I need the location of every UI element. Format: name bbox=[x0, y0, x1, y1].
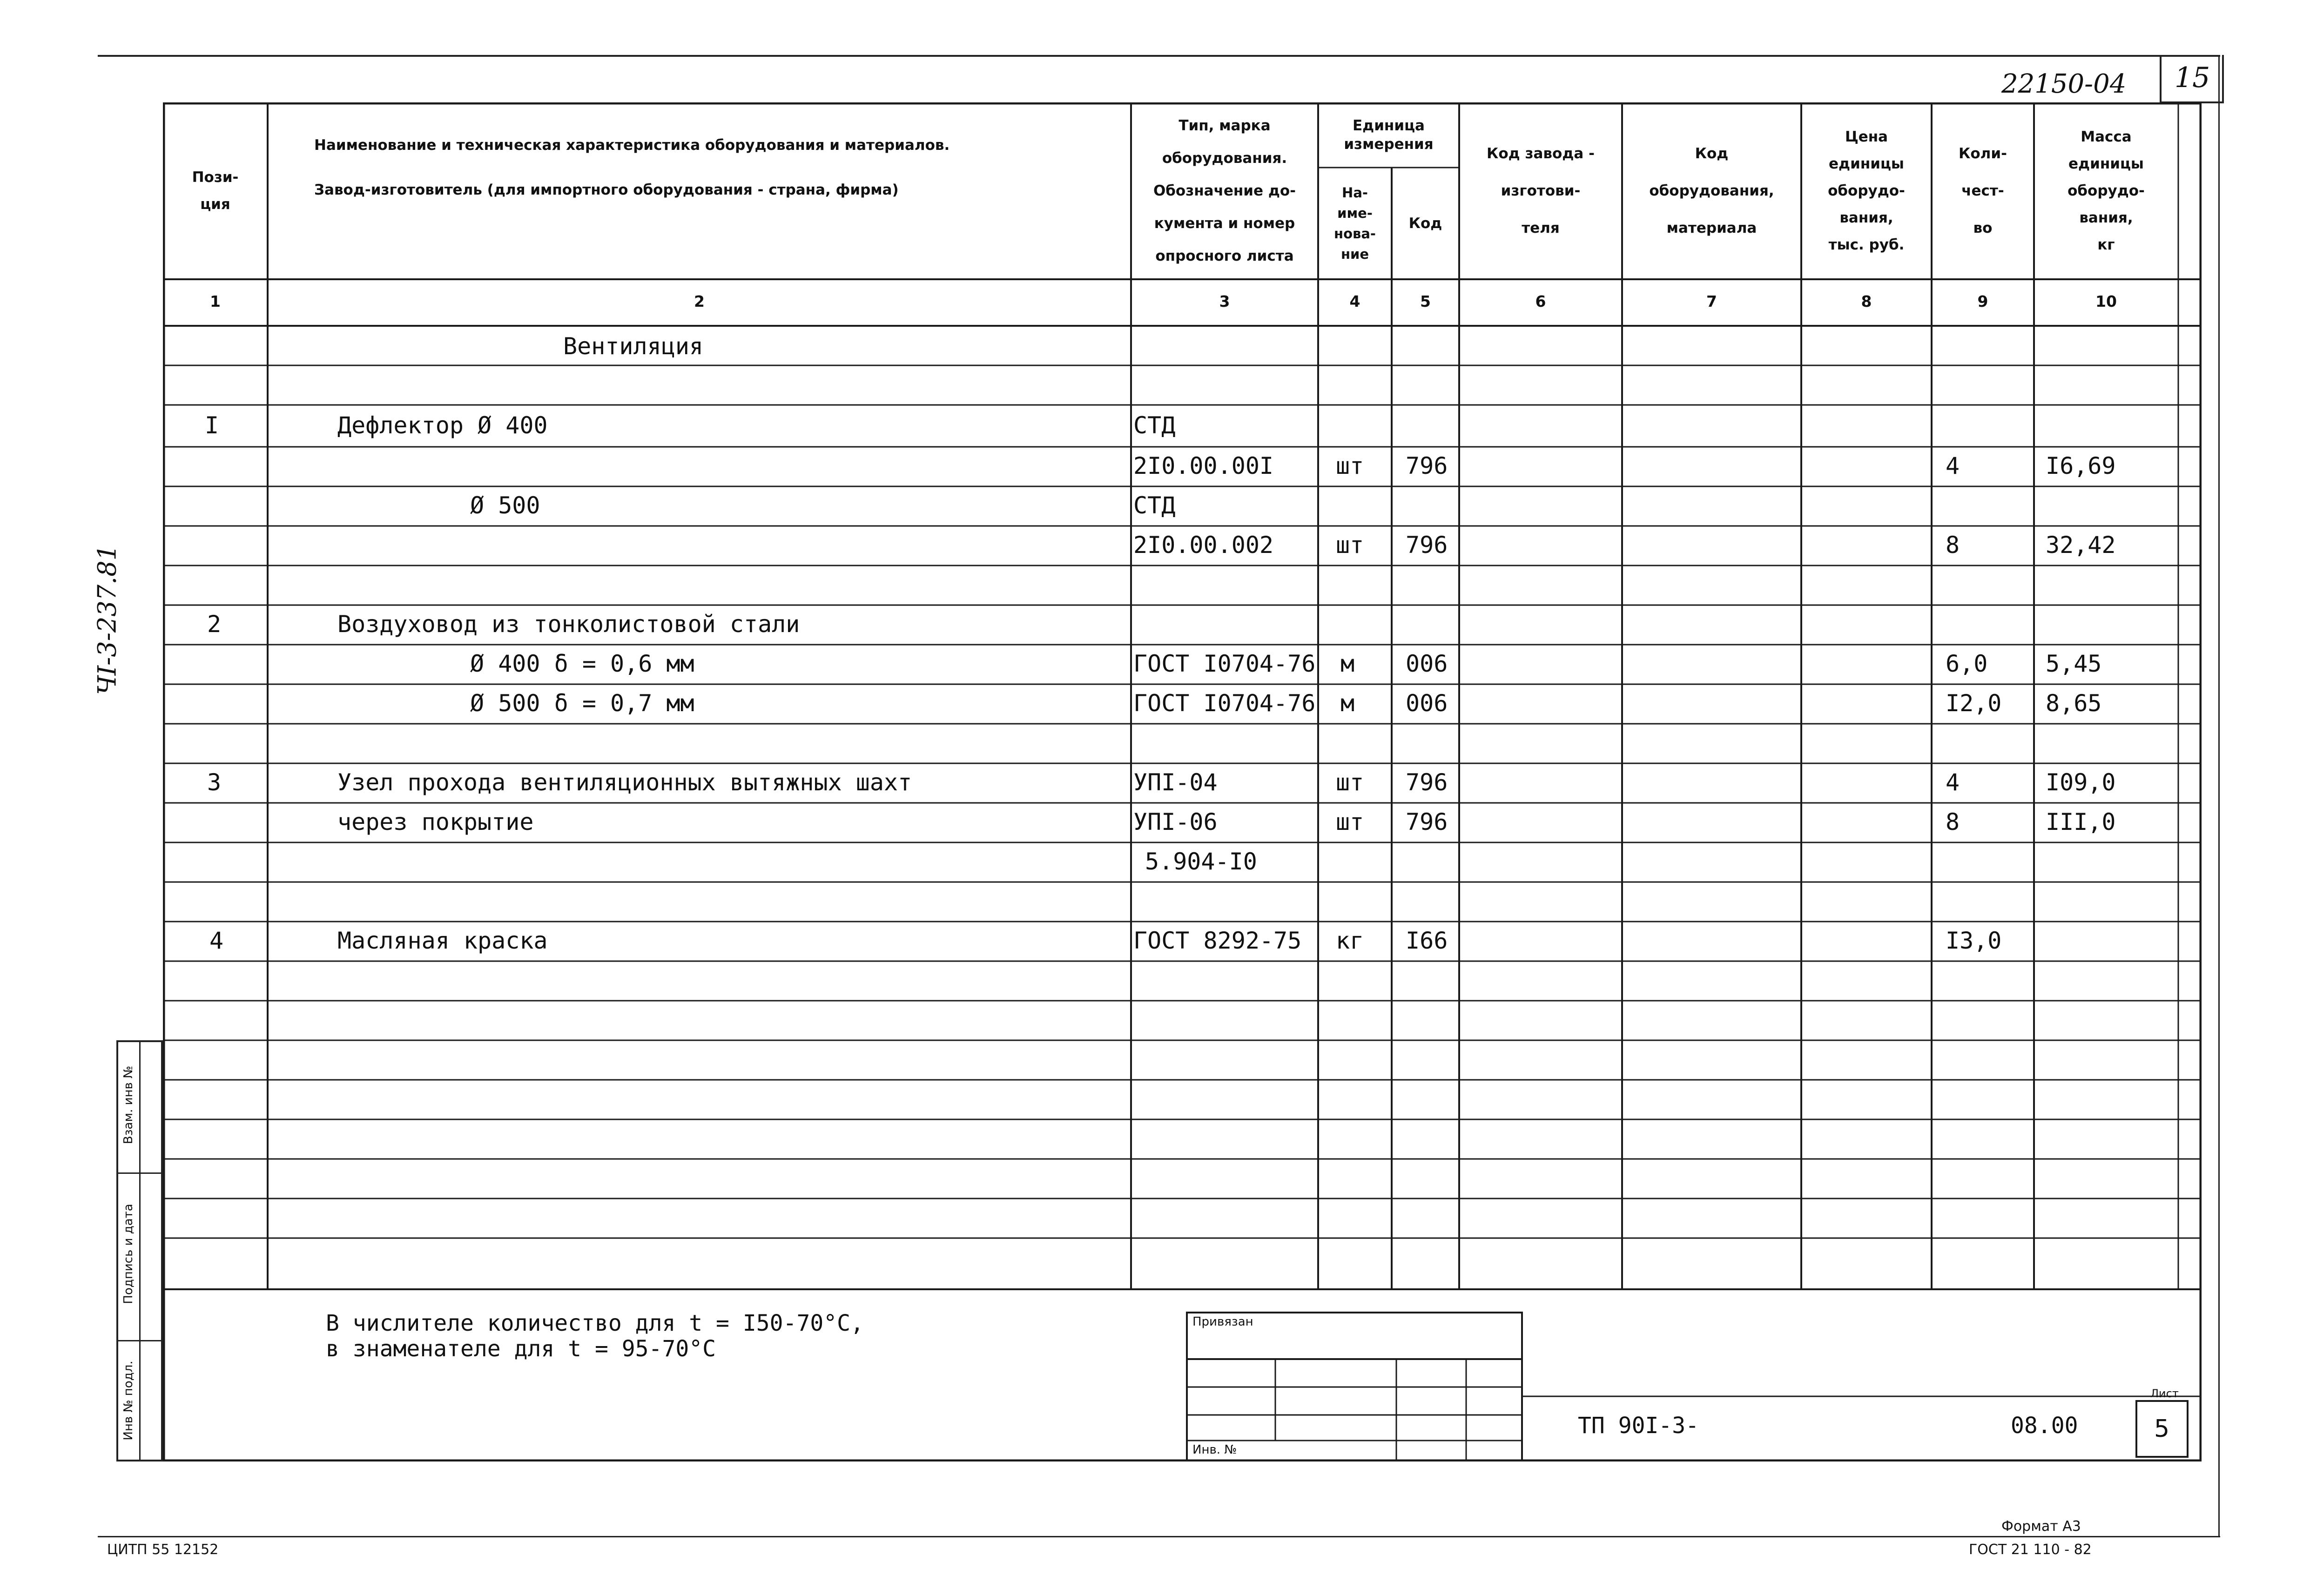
colnum-8: 8 bbox=[1861, 292, 1872, 310]
row-position: 3 bbox=[207, 769, 222, 796]
row-mass: 8,65 bbox=[2046, 690, 2102, 717]
side-stamp-inner-line bbox=[139, 1042, 141, 1460]
row-unit: шт bbox=[1336, 452, 1364, 479]
row-type: ГОСТ I0704-76 bbox=[1133, 650, 1316, 677]
row-name: через покрытие bbox=[337, 808, 534, 835]
colnum-2: 2 bbox=[694, 292, 705, 310]
row-type: ГОСТ 8292-75 bbox=[1133, 927, 1302, 954]
row-unit-code: 796 bbox=[1406, 808, 1448, 835]
top-border-line bbox=[98, 55, 2220, 57]
header-type-mark: Тип, марка оборудования. Обозначение до- кумента и номер опросного листа bbox=[1153, 117, 1296, 264]
row-quantity: 8 bbox=[1946, 808, 1960, 835]
row-unit-code: 006 bbox=[1406, 650, 1448, 677]
footer-left-stamp: ЦИТП 55 12152 bbox=[107, 1542, 219, 1558]
row-name: Дефлектор Ø 400 bbox=[337, 412, 548, 439]
row-type: 5.904-I0 bbox=[1145, 848, 1257, 875]
specification-table bbox=[163, 102, 2202, 1461]
row-quantity: I3,0 bbox=[1946, 927, 2002, 954]
row-quantity: I2,0 bbox=[1946, 690, 2002, 717]
note-line-2: в знаменателе для t = 95-70°С bbox=[326, 1336, 716, 1362]
colnum-5: 5 bbox=[1420, 292, 1431, 310]
section-title: Вентиляция bbox=[563, 333, 704, 360]
sheet-number-handwritten: 15 bbox=[2175, 61, 2210, 94]
inv-orig-label: Инв № подл. bbox=[121, 1360, 135, 1441]
row-unit-code: I66 bbox=[1406, 927, 1448, 954]
right-border-line bbox=[2218, 55, 2220, 1537]
row-unit-code: 796 bbox=[1406, 769, 1448, 796]
row-quantity: 4 bbox=[1946, 452, 1960, 479]
sign-date-label: Подпись и дата bbox=[121, 1204, 135, 1304]
colnum-6: 6 bbox=[1535, 292, 1546, 310]
row-type: 2I0.00.00I bbox=[1133, 452, 1274, 479]
row-type: СТД bbox=[1133, 492, 1176, 519]
row-position: I bbox=[205, 412, 219, 439]
header-unit-code: Код bbox=[1408, 215, 1442, 232]
header-factory-code: Код завода - изготови- теля bbox=[1487, 145, 1595, 236]
bottom-border-line bbox=[98, 1536, 2220, 1537]
row-name: Ø 500 bbox=[470, 492, 540, 519]
colnum-7: 7 bbox=[1706, 292, 1717, 310]
header-price: Цена единицы оборудо- вания, тыс. руб. bbox=[1828, 128, 1905, 253]
row-unit: м bbox=[1340, 690, 1355, 717]
row-unit: шт bbox=[1336, 808, 1364, 835]
row-unit: кг bbox=[1336, 927, 1364, 954]
row-mass: 5,45 bbox=[2046, 650, 2102, 677]
header-position: Пози- ция bbox=[192, 169, 239, 213]
inv-number-label: Инв. № bbox=[1192, 1443, 1237, 1457]
row-type: ГОСТ I0704-76 bbox=[1133, 690, 1316, 717]
side-stamp bbox=[116, 1040, 163, 1461]
privyazan-label: Привязан bbox=[1192, 1315, 1253, 1329]
doc-number: ТП 90I-3- bbox=[1578, 1413, 1699, 1439]
header-equipment-code: Код оборудования, материала bbox=[1649, 145, 1774, 236]
gost-label: ГОСТ 21 110 - 82 bbox=[1969, 1542, 2092, 1558]
list-number: 5 bbox=[2154, 1415, 2170, 1443]
row-quantity: 4 bbox=[1946, 769, 1960, 796]
colnum-1: 1 bbox=[210, 292, 221, 310]
row-name: Узел прохода вентиляционных вытяжных шахт bbox=[337, 769, 912, 796]
header-unit-name: На- име- нова- ние bbox=[1334, 185, 1376, 262]
header-quantity: Коли- чест- во bbox=[1959, 145, 2007, 236]
row-unit-code: 006 bbox=[1406, 690, 1448, 717]
row-name: Ø 500 δ = 0,7 мм bbox=[470, 690, 694, 717]
list-label: Лист bbox=[2150, 1387, 2179, 1400]
row-name: Масляная краска bbox=[337, 927, 548, 954]
row-type: УПI-06 bbox=[1133, 808, 1218, 835]
row-mass: III,0 bbox=[2046, 808, 2116, 835]
row-unit: м bbox=[1340, 650, 1355, 677]
row-name: Ø 400 δ = 0,6 мм bbox=[470, 650, 694, 677]
row-type: СТД bbox=[1133, 412, 1176, 439]
colnum-3: 3 bbox=[1219, 292, 1230, 310]
row-mass: I6,69 bbox=[2046, 452, 2116, 479]
row-name: Воздуховод из тонколистовой стали bbox=[337, 611, 800, 638]
row-quantity: 8 bbox=[1946, 532, 1960, 559]
doc-code-handwritten: 22150-04 bbox=[2001, 69, 2127, 99]
row-position: 2 bbox=[207, 611, 222, 638]
row-mass: I09,0 bbox=[2046, 769, 2116, 796]
colnum-10: 10 bbox=[2095, 292, 2117, 310]
row-position: 4 bbox=[209, 927, 224, 954]
row-type: 2I0.00.002 bbox=[1133, 532, 1274, 559]
row-type: УПI-04 bbox=[1133, 769, 1218, 796]
row-unit: шт bbox=[1336, 769, 1364, 796]
header-name: Наименование и техническая характеристика оборудования и материалов. Завод-изготовитель (для импортного оборудования - страна, фирма) bbox=[314, 137, 950, 198]
doc-suffix: 08.00 bbox=[2011, 1413, 2078, 1439]
format-label: Формат А3 bbox=[2001, 1518, 2081, 1535]
header-mass: Масса единицы оборудо- вания, кг bbox=[2068, 128, 2145, 253]
row-unit: шт bbox=[1336, 532, 1364, 559]
header-unit-group: Единица измерения bbox=[1344, 117, 1434, 153]
row-unit-code: 796 bbox=[1406, 532, 1448, 559]
side-inventory-number: ЧI-3-237.81 bbox=[92, 545, 122, 695]
colnum-4: 4 bbox=[1349, 292, 1360, 310]
row-quantity: 6,0 bbox=[1946, 650, 1988, 677]
note-line-1: В числителе количество для t = I50-70°С, bbox=[326, 1310, 864, 1336]
row-mass: 32,42 bbox=[2046, 532, 2116, 559]
vzam-inv-label: Взам. инв № bbox=[121, 1065, 135, 1145]
row-unit-code: 796 bbox=[1406, 452, 1448, 479]
colnum-9: 9 bbox=[1977, 292, 1988, 310]
